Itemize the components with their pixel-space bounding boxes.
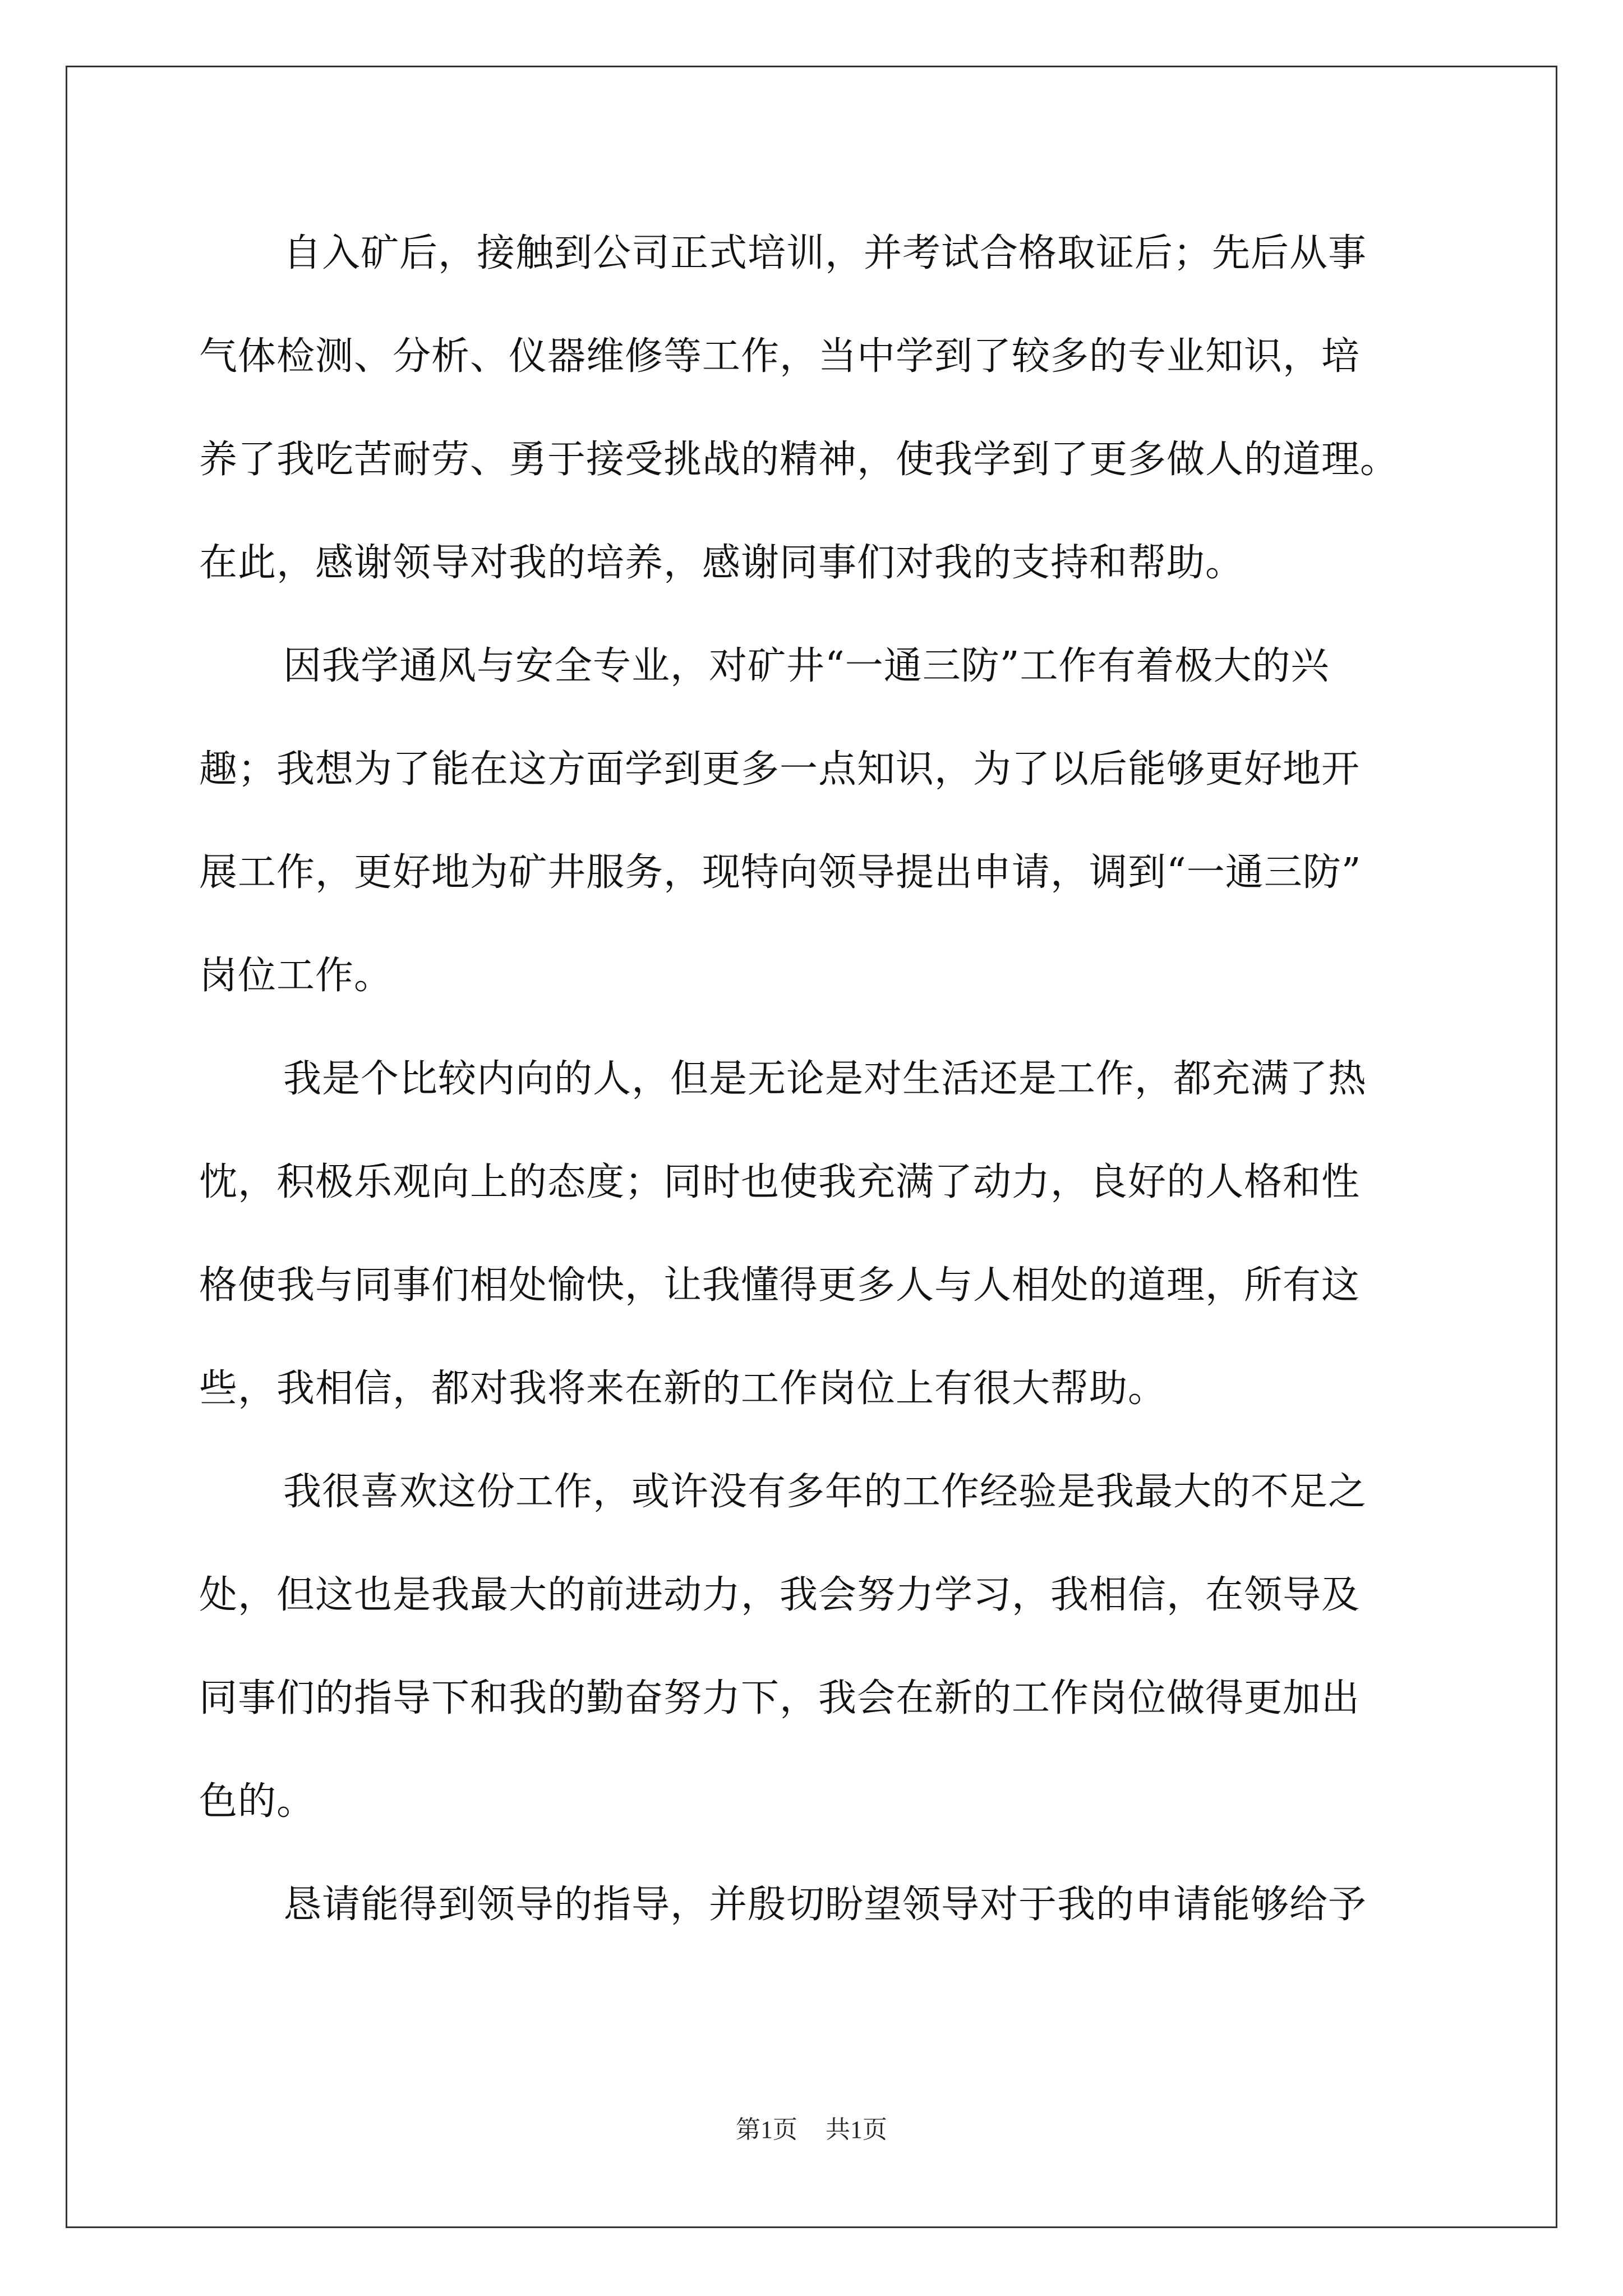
paragraph-1-line-3: 养了我吃苦耐劳、勇于接受挑战的精神，使我学到了更多做人的道理。 xyxy=(199,438,1399,482)
paragraph-3-line-3: 格使我与同事们相处愉快，让我懂得更多人与人相处的道理，所有这 xyxy=(199,1263,1361,1308)
paragraph-3-line-1: 我是个比较内向的人，但是无论是对生活还是工作，都充满了热 xyxy=(283,1057,1367,1101)
page-total: 共1页 xyxy=(826,2116,887,2143)
paragraph-2-line-2: 趣；我想为了能在这方面学到更多一点知识，为了以后能够更好地开 xyxy=(199,747,1361,792)
paragraph-1-line-1: 自入矿后，接触到公司正式培训，并考试合格取证后；先后从事 xyxy=(283,231,1367,275)
paragraph-4-line-2: 处，但这也是我最大的前进动力，我会努力学习，我相信，在领导及 xyxy=(199,1573,1361,1617)
paragraph-1-line-2: 气体检测、分析、仪器维修等工作，当中学到了较多的专业知识，培 xyxy=(199,334,1361,379)
paragraph-4-line-3: 同事们的指导下和我的勤奋努力下，我会在新的工作岗位做得更加出 xyxy=(199,1676,1361,1720)
paragraph-4-line-4: 色的。 xyxy=(199,1779,316,1824)
paragraph-5-line-1: 恳请能得到领导的指导，并殷切盼望领导对于我的申请能够给予 xyxy=(283,1883,1367,1927)
paragraph-2-line-1: 因我学通风与安全专业，对矿井“一通三防”工作有着极大的兴 xyxy=(283,644,1330,688)
page-footer xyxy=(0,2109,1623,2145)
paragraph-2-line-4: 岗位工作。 xyxy=(199,954,393,998)
document-body xyxy=(199,202,1433,1957)
page-number: 第1页 xyxy=(736,2116,797,2143)
paragraph-4-line-1: 我很喜欢这份工作，或许没有多年的工作经验是我最大的不足之 xyxy=(283,1470,1367,1514)
paragraph-3-line-2: 忱，积极乐观向上的态度；同时也使我充满了动力，良好的人格和性 xyxy=(199,1160,1361,1204)
paragraph-3-line-4: 些，我相信，都对我将来在新的工作岗位上有很大帮助。 xyxy=(199,1366,1167,1411)
paragraph-2-line-3: 展工作，更好地为矿井服务，现特向领导提出申请，调到“一通三防” xyxy=(199,850,1362,895)
paragraph-1-line-4: 在此，感谢领导对我的培养，感谢同事们对我的支持和帮助。 xyxy=(199,541,1244,585)
